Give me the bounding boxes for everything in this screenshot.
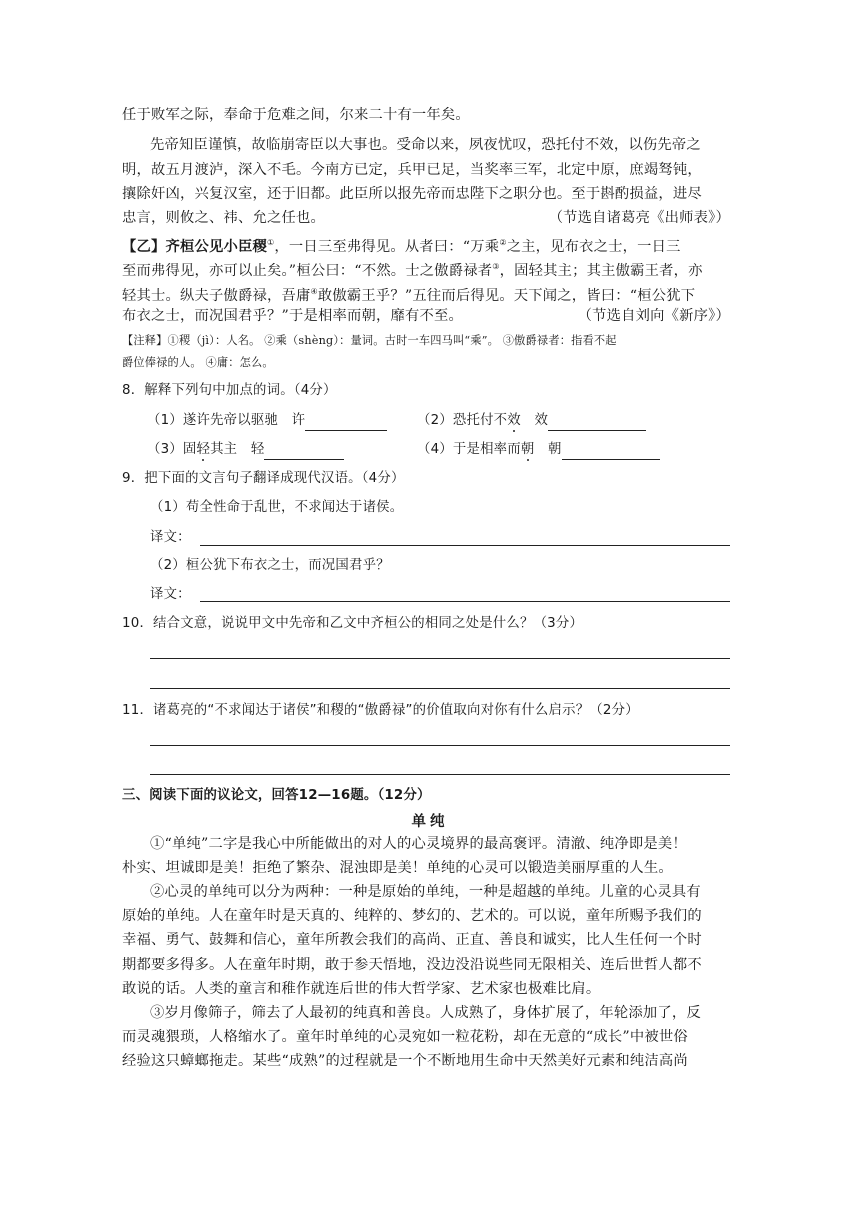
section-3-heading: 三、阅读下面的议论文，回答12—16题。（12分） — [122, 788, 431, 803]
q8-item-1 — [147, 411, 407, 431]
translation-label: 译文： — [150, 587, 191, 602]
answer-blank[interactable] — [562, 444, 660, 460]
passage-a-line: 任于败军之际，奉命于危难之间，尔来二十有一年矣。 — [122, 107, 470, 123]
q9-sentence-1: （1）苟全性命于乱世，不求闻达于诸侯。 — [150, 500, 404, 515]
answer-blank[interactable] — [305, 415, 387, 431]
answer-line[interactable] — [150, 745, 730, 746]
q8-item-4 — [417, 440, 717, 460]
essay-title: 单纯 — [411, 814, 449, 830]
essay-line: ①“单纯”二字是我心中所能做出的对人的心灵境界的最高褒评。清澈、纯净即是美！ — [150, 836, 687, 852]
footnote-marker: ② — [499, 238, 507, 247]
passage-a-line: 攘除奸凶，兴复汉室，还于旧都。此臣所以报先帝而忠陛下之职分也。至于斟酌损益，进尽 — [122, 186, 702, 202]
question-8-stem: 8．解释下列句中加点的词。（4分） — [122, 383, 337, 398]
q8-item-text: 朝 — [534, 442, 562, 457]
passage-b-text: 敢傲霸王乎？”五往而后得见。天下闻之，皆曰：“桓公犹下 — [317, 287, 696, 304]
translation-line[interactable] — [200, 601, 730, 602]
answer-line[interactable] — [150, 774, 730, 775]
q8-item-text: 其主 轻 — [210, 442, 265, 457]
dotted-word: 效 — [507, 413, 521, 428]
passage-b-source: （节选自刘向《新序》） — [577, 308, 730, 324]
q8-item-text: （3）固 — [147, 442, 197, 457]
q8-item-2 — [417, 411, 717, 431]
essay-line: 而灵魂猥琐，人格缩水了。童年时单纯的心灵宛如一粒花粉，却在无意的“成长”中被世俗 — [122, 1029, 688, 1045]
footnote-marker: ④ — [310, 287, 318, 296]
answer-blank[interactable] — [264, 444, 344, 460]
essay-line: ③岁月像筛子，筛去了人最初的纯真和善良。人成熟了，身体扩展了，年轮添加了，反 — [150, 1005, 701, 1021]
dotted-word: 朝 — [520, 442, 535, 457]
translation-label: 译文： — [150, 530, 191, 545]
essay-line: 经验这只蟑螂拖走。某些“成熟”的过程就是一个不断地用生命中天然美好元素和纯洁高尚 — [122, 1053, 688, 1069]
essay-line: ②心灵的单纯可以分为两种：一种是原始的单纯，一种是超越的单纯。儿童的心灵具有 — [150, 884, 701, 900]
passage-a-line: 先帝知臣谨慎，故临崩寄臣以大事也。受命以来，夙夜忧叹，恐托付不效，以伤先帝之 — [150, 137, 701, 153]
annotation-line: 【注释】①稷（jì）：人名。 ②乘（shèng）：量词。古时一车四马叫“乘”。 ③傲爵禄者：指看不起 — [122, 334, 617, 347]
q8-item-text: （4）于是相率而 — [417, 442, 521, 457]
passage-b-text: 至而弗得见，亦可以止矣。”桓公曰：“不然。士之傲爵禄者 — [122, 262, 493, 279]
essay-line: 期都要多得多。人在童年时期，敢于参天悟地，没边没沿说些同无限相关、连后世哲人都不 — [122, 957, 702, 973]
essay-line: 敢说的话。人类的童言和稚作就连后世的伟大哲学家、艺术家也极难比肩。 — [122, 981, 601, 997]
passage-b-text: ，一日三至弗得见。从者曰：“万乘 — [274, 238, 500, 255]
q8-item-text: 效 — [520, 413, 549, 428]
passage-a-line: 忠言，则攸之、祎、允之任也。 — [122, 210, 325, 226]
question-10-stem: 10．结合文意，说说甲文中先帝和乙文中齐桓公的相同之处是什么？（3分） — [122, 616, 584, 631]
essay-line: 朴实、坦诚即是美！拒绝了繁杂、混浊即是美！单纯的心灵可以锻造美丽厚重的人生。 — [122, 860, 673, 876]
q9-sentence-2: （2）桓公犹下布衣之士，而况国君乎？ — [150, 558, 390, 573]
passage-b-line — [122, 233, 737, 257]
answer-line[interactable] — [150, 658, 730, 659]
footnote-marker: ① — [266, 238, 275, 247]
passage-b-text: 之主，见布衣之士，一日三 — [506, 238, 681, 255]
passage-a-line: 明，故五月渡泸，深入不毛。今南方已定，兵甲已足，当奖率三军，北定中原，庶竭驽钝， — [122, 162, 702, 178]
q8-item-text: （1）遂许先帝以驱驰 许 — [147, 413, 306, 428]
translation-line[interactable] — [200, 545, 730, 546]
passage-b-text: 轻其士。纵夫子傲爵禄，吾庸 — [122, 287, 311, 304]
passage-b-line — [122, 282, 737, 306]
question-9-stem: 9．把下面的文言句子翻译成现代汉语。（4分） — [122, 471, 405, 486]
question-11-stem: 11．诸葛亮的“不求闻达于诸侯”和稷的“傲爵禄”的价值取向对你有什么启示？（2分） — [122, 703, 639, 718]
dotted-word: 轻 — [196, 442, 211, 457]
essay-line: 原始的单纯。人在童年时是天真的、纯粹的、梦幻的、艺术的。可以说，童年所赐予我们的 — [122, 908, 702, 924]
q8-item-text: （2）恐托付不 — [417, 413, 508, 428]
passage-b-text: ，固轻其主；其主傲霸王者，亦 — [499, 262, 703, 279]
footnote-marker: ③ — [492, 262, 500, 271]
essay-line: 幸福、勇气、鼓舞和信心，童年所教会我们的高尚、正直、善良和诚实，比人生任何一个时 — [122, 932, 702, 948]
passage-b-line: 布衣之士，而况国君乎？”于是相率而朝，靡有不至。 — [122, 308, 463, 324]
passage-a-source: （节选自诸葛亮《出师表》） — [548, 210, 730, 226]
passage-b-head: 【乙】齐桓公见小臣稷 — [122, 238, 267, 255]
answer-line[interactable] — [150, 688, 730, 689]
q8-item-3 — [147, 440, 407, 460]
passage-b-line — [122, 257, 737, 281]
answer-blank[interactable] — [548, 415, 646, 431]
annotation-line: 爵位俸禄的人。 ④庸：怎么。 — [122, 356, 274, 369]
